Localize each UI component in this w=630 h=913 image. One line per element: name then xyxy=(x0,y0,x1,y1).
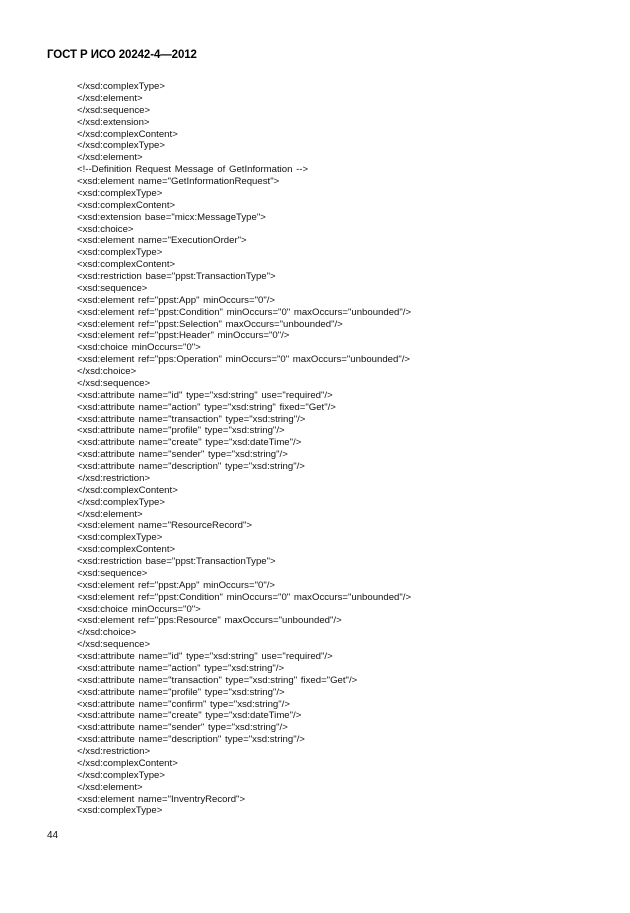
code-line: <xsd:attribute name="transaction" type="xsd:string" fixed="Get"/> xyxy=(77,674,358,686)
code-line: <xsd:attribute name="create" type="xsd:dateTime"/> xyxy=(77,437,302,449)
code-line: <xsd:attribute name="sender" type="xsd:string"/> xyxy=(77,449,288,461)
code-line: </xsd:choice> xyxy=(77,366,137,377)
code-line: <!--Definition Request Message of GetInformation --> xyxy=(77,164,309,176)
code-line: </xsd:complexContent> xyxy=(77,484,178,496)
code-line: <xsd:attribute name="description" type="xsd:string"/> xyxy=(77,734,305,746)
code-line: <xsd:complexContent> xyxy=(77,259,176,271)
code-line: </xsd:sequence> xyxy=(77,104,151,116)
code-line: <xsd:element ref="pps:Resource" maxOccurs="unbounded"/> xyxy=(77,615,342,627)
code-line: </xsd:sequence> xyxy=(77,639,151,651)
code-line: </xsd:complexType> xyxy=(77,140,165,152)
code-line: <xsd:element ref="ppst:App" minOccurs="0"/> xyxy=(77,579,275,591)
code-line: <xsd:attribute name="profile" type="xsd:string"/> xyxy=(77,686,285,698)
code-line: <xsd:extension base="micx:MessageType"> xyxy=(77,211,266,223)
code-line: <xsd:complexType> xyxy=(77,532,163,544)
code-line: <xsd:element name="ExecutionOrder"> xyxy=(77,235,247,247)
code-line: </xsd:restriction> xyxy=(77,746,151,757)
code-line: </xsd:complexContent> xyxy=(77,128,178,140)
code-line: <xsd:attribute name="id" type="xsd:string" use="required"/> xyxy=(77,389,333,401)
code-line: </xsd:restriction> xyxy=(77,472,151,484)
code-line: <xsd:element name="InventryRecord"> xyxy=(77,793,246,805)
code-line: <xsd:attribute name="id" type="xsd:string" use="required"/> xyxy=(77,651,333,662)
code-line: <xsd:element ref="pps:Operation" minOccurs="0" maxOccurs="unbounded"/> xyxy=(77,354,411,366)
code-line: </xsd:element> xyxy=(77,92,143,104)
code-line: </xsd:extension> xyxy=(77,116,150,128)
code-line: <xsd:element ref="ppst:App" minOccurs="0"/> xyxy=(77,294,275,306)
code-line: <xsd:attribute name="description" type="xsd:string"/> xyxy=(77,461,305,472)
code-line: <xsd:element name="ResourceRecord"> xyxy=(77,520,252,532)
code-line: <xsd:element ref="ppst:Header" minOccurs="0"/> xyxy=(77,330,290,342)
code-line: </xsd:complexContent> xyxy=(77,757,178,769)
code-line: <xsd:restriction base="ppst:TransactionType"> xyxy=(77,556,276,567)
code-line: <xsd:attribute name="confirm" type="xsd:string"/> xyxy=(77,698,290,710)
code-line: <xsd:attribute name="create" type="xsd:dateTime"/> xyxy=(77,710,302,722)
code-line: <xsd:attribute name="transaction" type="xsd:string"/> xyxy=(77,413,306,425)
code-line: <xsd:attribute name="sender" type="xsd:string"/> xyxy=(77,722,288,734)
code-line: <xsd:attribute name="profile" type="xsd:string"/> xyxy=(77,425,285,437)
code-line: <xsd:choice minOccurs="0"> xyxy=(77,342,201,354)
code-line: </xsd:element> xyxy=(77,508,143,520)
document-standard-header: ГОСТ Р ИСО 20242-4—2012 xyxy=(47,49,197,61)
code-line: <xsd:attribute name="action" type="xsd:string" fixed="Get"/> xyxy=(77,401,336,413)
page-number: 44 xyxy=(47,830,59,841)
code-line: <xsd:element ref="ppst:Selection" maxOccurs="unbounded"/> xyxy=(77,318,343,330)
code-line: </xsd:choice> xyxy=(77,627,137,639)
code-line: </xsd:complexType> xyxy=(77,769,165,781)
code-line: <xsd:complexType> xyxy=(77,247,163,259)
code-line: <xsd:element name="GetInformationRequest"> xyxy=(77,176,280,187)
code-line: </xsd:element> xyxy=(77,781,143,793)
code-line: <xsd:choice minOccurs="0"> xyxy=(77,603,201,615)
code-line: </xsd:complexType> xyxy=(77,81,165,92)
code-line: <xsd:complexContent> xyxy=(77,199,176,211)
code-line: </xsd:complexType> xyxy=(77,496,165,508)
code-line: <xsd:choice> xyxy=(77,223,134,235)
code-line: <xsd:element ref="ppst:Condition" minOccurs="0" maxOccurs="unbounded"/> xyxy=(77,591,412,603)
code-line: <xsd:sequence> xyxy=(77,282,148,294)
code-line: <xsd:complexContent> xyxy=(77,544,176,556)
code-line: <xsd:restriction base="ppst:TransactionType"> xyxy=(77,271,276,282)
code-line: </xsd:sequence> xyxy=(77,377,151,389)
xsd-code-listing xyxy=(77,81,411,817)
code-line: <xsd:element ref="ppst:Condition" minOccurs="0" maxOccurs="unbounded"/> xyxy=(77,306,412,318)
code-line: <xsd:attribute name="action" type="xsd:string"/> xyxy=(77,662,285,674)
code-line: <xsd:sequence> xyxy=(77,567,148,579)
code-line: </xsd:element> xyxy=(77,152,143,164)
code-line: <xsd:complexType> xyxy=(77,187,163,199)
code-line: <xsd:complexType> xyxy=(77,805,163,817)
